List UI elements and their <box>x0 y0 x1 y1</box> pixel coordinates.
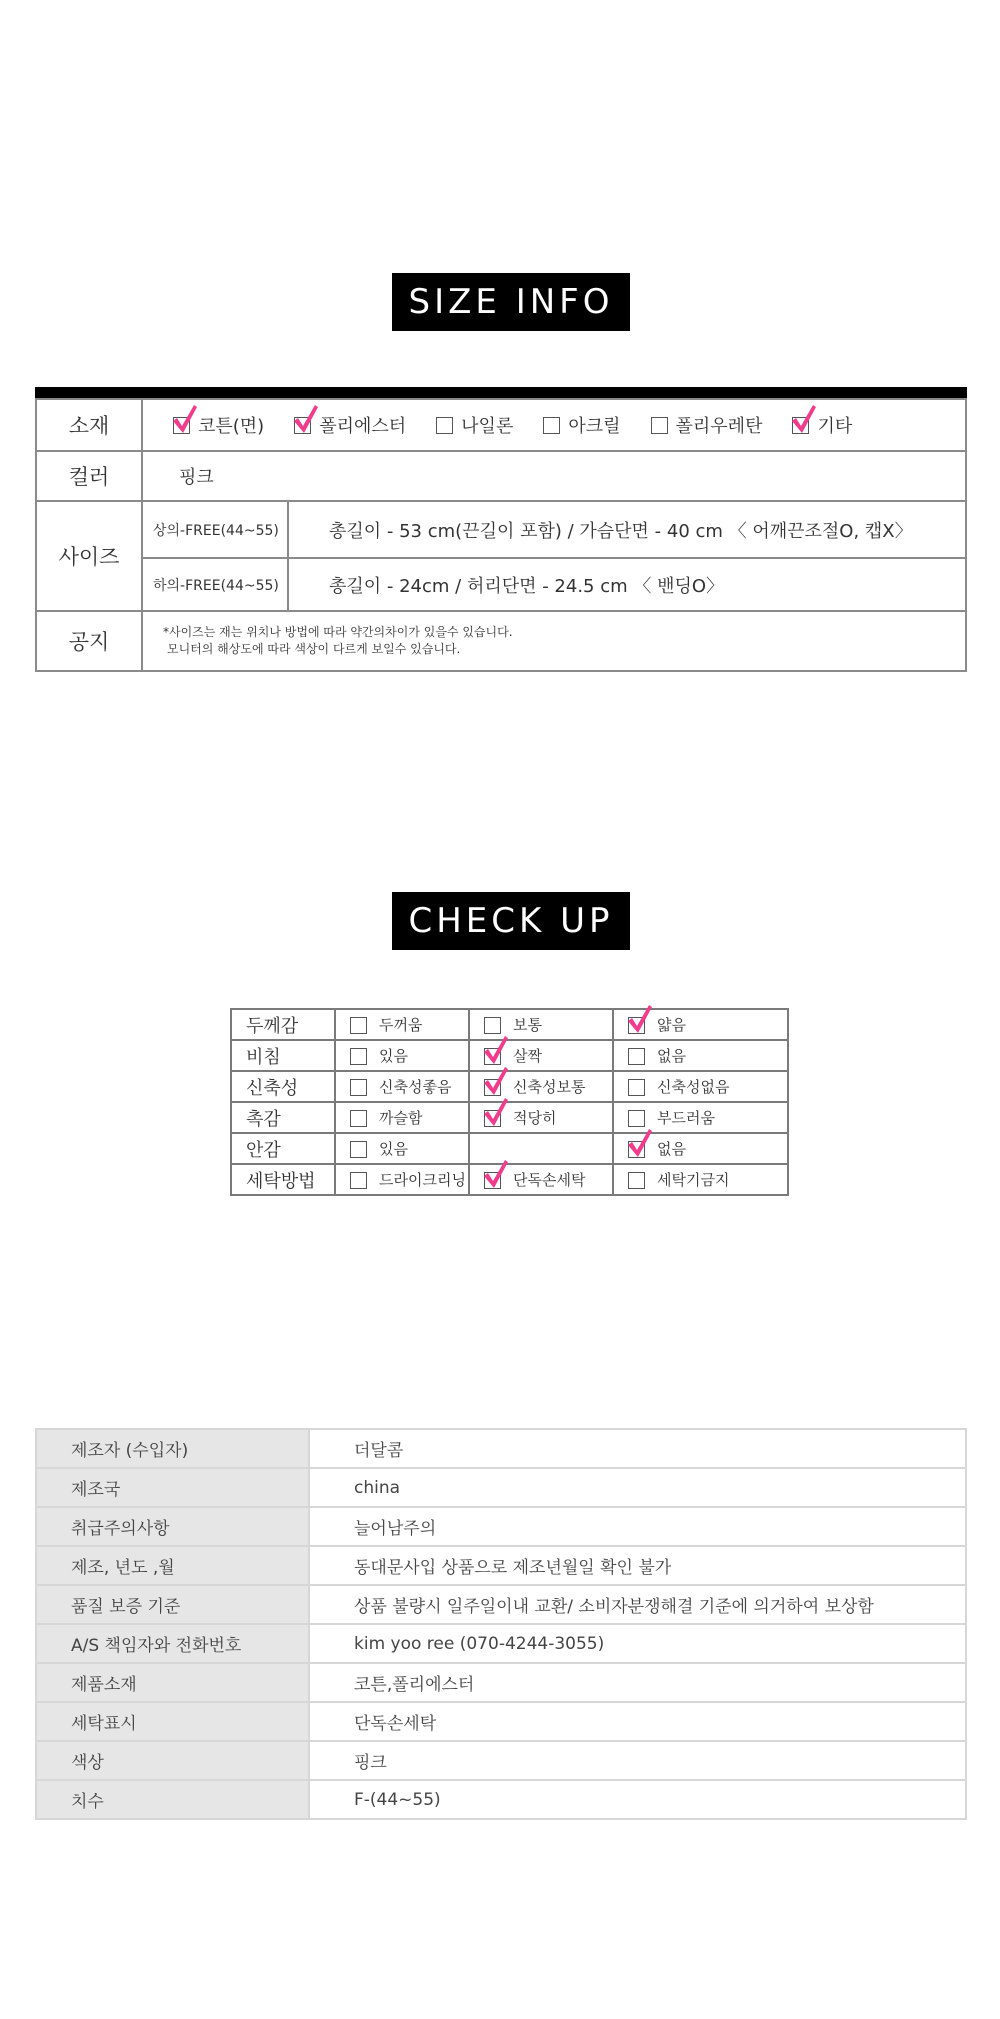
checkbox[interactable] <box>628 1110 645 1127</box>
checkbox[interactable] <box>628 1172 645 1189</box>
check-row <box>231 1071 788 1102</box>
check-option <box>613 1071 788 1102</box>
material-options <box>143 400 965 450</box>
info-value: 단독손세탁 <box>309 1702 966 1741</box>
size-row-value: 총길이 - 24cm / 허리단면 - 24.5 cm 〈 밴딩O〉 <box>329 575 725 597</box>
info-row <box>36 1663 966 1702</box>
material-option-label: 폴리우레탄 <box>675 416 763 437</box>
info-row <box>36 1741 966 1780</box>
info-label: 제조국 <box>36 1468 309 1507</box>
check-option <box>469 1164 613 1195</box>
check-row-label: 신축성 <box>231 1071 335 1102</box>
info-label: 제조자 (수입자) <box>36 1429 309 1468</box>
size-info-title: SIZE INFO <box>392 273 630 331</box>
material-option <box>436 412 513 438</box>
checkbox-checked[interactable] <box>294 417 311 434</box>
check-row <box>231 1102 788 1133</box>
material-option <box>543 412 620 438</box>
checkbox[interactable] <box>350 1141 367 1158</box>
info-label: 품질 보증 기준 <box>36 1585 309 1624</box>
checkbox[interactable] <box>350 1017 367 1034</box>
check-row <box>231 1009 788 1040</box>
check-row <box>231 1040 788 1071</box>
check-option-label: 신축성보통 <box>513 1078 586 1096</box>
checkbox[interactable] <box>628 1079 645 1096</box>
checkbox-checked[interactable] <box>792 417 809 434</box>
check-row <box>231 1133 788 1164</box>
check-option <box>335 1040 469 1071</box>
check-row-label: 세탁방법 <box>231 1164 335 1195</box>
info-value: 더달콤 <box>309 1429 966 1468</box>
check-option <box>613 1133 788 1164</box>
checkbox[interactable] <box>628 1048 645 1065</box>
checkbox-checked[interactable] <box>628 1141 645 1158</box>
check-option <box>335 1009 469 1040</box>
check-option-label: 두꺼움 <box>379 1016 423 1034</box>
check-option-label: 세탁기금지 <box>657 1171 730 1189</box>
material-option-label: 아크릴 <box>568 416 621 437</box>
check-option-label: 단독손세탁 <box>513 1171 586 1189</box>
check-option-label: 있음 <box>379 1140 408 1158</box>
check-option-label: 있음 <box>379 1047 408 1065</box>
notice-line: 모니터의 해상도에 따라 색상이 다르게 보일수 있습니다. <box>167 642 461 656</box>
check-mark-icon <box>791 404 817 434</box>
info-row <box>36 1429 966 1468</box>
checkbox[interactable] <box>350 1172 367 1189</box>
check-mark-icon <box>172 404 198 434</box>
material-option-label: 나일론 <box>461 416 514 437</box>
check-option <box>335 1164 469 1195</box>
check-option <box>613 1164 788 1195</box>
checkbox[interactable] <box>436 417 453 434</box>
info-label: 제조, 년도 ,월 <box>36 1546 309 1585</box>
check-option <box>335 1133 469 1164</box>
info-row <box>36 1624 966 1663</box>
info-row <box>36 1702 966 1741</box>
checkbox-checked[interactable] <box>484 1048 501 1065</box>
check-option-label: 드라이크리닝 <box>379 1171 466 1189</box>
check-option-label: 없음 <box>657 1140 686 1158</box>
checkbox-checked[interactable] <box>628 1017 645 1034</box>
check-mark-icon <box>483 1097 509 1127</box>
check-mark-icon <box>483 1159 509 1189</box>
check-option-label: 까슬함 <box>379 1109 423 1127</box>
checkbox[interactable] <box>350 1048 367 1065</box>
info-value: 핑크 <box>309 1741 966 1780</box>
info-label: 취급주의사항 <box>36 1507 309 1546</box>
check-option <box>613 1040 788 1071</box>
check-option-label: 살짝 <box>513 1047 542 1065</box>
check-option-label: 적당히 <box>513 1109 557 1127</box>
check-mark-icon <box>483 1035 509 1065</box>
check-up-table <box>230 1008 789 1196</box>
check-row-label: 두께감 <box>231 1009 335 1040</box>
check-option-label: 얇음 <box>657 1016 686 1034</box>
info-row <box>36 1546 966 1585</box>
info-label: 색상 <box>36 1741 309 1780</box>
color-value: 핑크 <box>142 451 966 501</box>
info-value: 상품 불량시 일주일이내 교환/ 소비자분쟁해결 기준에 의거하여 보상함 <box>309 1585 966 1624</box>
check-row <box>231 1164 788 1195</box>
material-label: 소재 <box>36 399 142 451</box>
check-mark-icon <box>627 1004 653 1034</box>
checkbox-checked[interactable] <box>484 1079 501 1096</box>
info-value: china <box>309 1468 966 1507</box>
info-row <box>36 1507 966 1546</box>
checkbox[interactable] <box>484 1017 501 1034</box>
checkbox[interactable] <box>350 1110 367 1127</box>
info-label: 세탁표시 <box>36 1702 309 1741</box>
size-row-value: 총길이 - 53 cm(끈길이 포함) / 가슴단면 - 40 cm 〈 어깨끈조절O, 캡X〉 <box>329 520 913 542</box>
check-mark-icon <box>483 1066 509 1096</box>
size-row-name: 상의-FREE(44~55) <box>143 502 288 558</box>
check-option <box>469 1102 613 1133</box>
info-row <box>36 1780 966 1819</box>
material-option <box>294 412 406 438</box>
check-option <box>335 1102 469 1133</box>
checkbox[interactable] <box>543 417 560 434</box>
checkbox[interactable] <box>350 1079 367 1096</box>
checkbox-checked[interactable] <box>484 1110 501 1127</box>
info-label: 제품소재 <box>36 1663 309 1702</box>
info-value: 늘어남주의 <box>309 1507 966 1546</box>
info-value: kim yoo ree (070-4244-3055) <box>309 1624 966 1663</box>
info-label: A/S 책임자와 전화번호 <box>36 1624 309 1663</box>
check-row-label: 안감 <box>231 1133 335 1164</box>
material-option <box>651 412 763 438</box>
checkbox[interactable] <box>651 417 668 434</box>
notice-line: *사이즈는 재는 위치나 방법에 따라 약간의차이가 있을수 있습니다. <box>163 625 513 639</box>
check-mark-icon <box>293 404 319 434</box>
material-option-label: 기타 <box>817 416 853 437</box>
notice-label: 공지 <box>36 611 142 671</box>
material-option <box>173 412 264 438</box>
size-row-name: 하의-FREE(44~55) <box>143 558 288 610</box>
info-row <box>36 1585 966 1624</box>
check-mark-icon <box>627 1128 653 1158</box>
check-option <box>613 1009 788 1040</box>
material-option-label: 폴리에스터 <box>319 416 407 437</box>
info-value: 동대문사입 상품으로 제조년월일 확인 불가 <box>309 1546 966 1585</box>
material-option-label: 코튼(면) <box>198 416 265 437</box>
table-top-bar <box>35 387 967 398</box>
product-info-table <box>35 1428 967 1820</box>
color-label: 컬러 <box>36 451 142 501</box>
info-label: 치수 <box>36 1780 309 1819</box>
check-option-label: 신축성좋음 <box>379 1078 452 1096</box>
checkbox-checked[interactable] <box>173 417 190 434</box>
info-value: F-(44~55) <box>309 1780 966 1819</box>
check-option-label: 없음 <box>657 1047 686 1065</box>
check-option-label: 부드러움 <box>657 1109 715 1127</box>
material-option <box>792 412 852 438</box>
check-option-label: 신축성없음 <box>657 1078 730 1096</box>
check-option-label: 보통 <box>513 1016 542 1034</box>
size-info-table <box>35 387 967 672</box>
size-label: 사이즈 <box>36 501 142 611</box>
info-row <box>36 1468 966 1507</box>
info-value: 코튼,폴리에스터 <box>309 1663 966 1702</box>
check-row-label: 촉감 <box>231 1102 335 1133</box>
check-row-label: 비침 <box>231 1040 335 1071</box>
check-up-title: CHECK UP <box>392 892 630 950</box>
check-option <box>335 1071 469 1102</box>
checkbox-checked[interactable] <box>484 1172 501 1189</box>
